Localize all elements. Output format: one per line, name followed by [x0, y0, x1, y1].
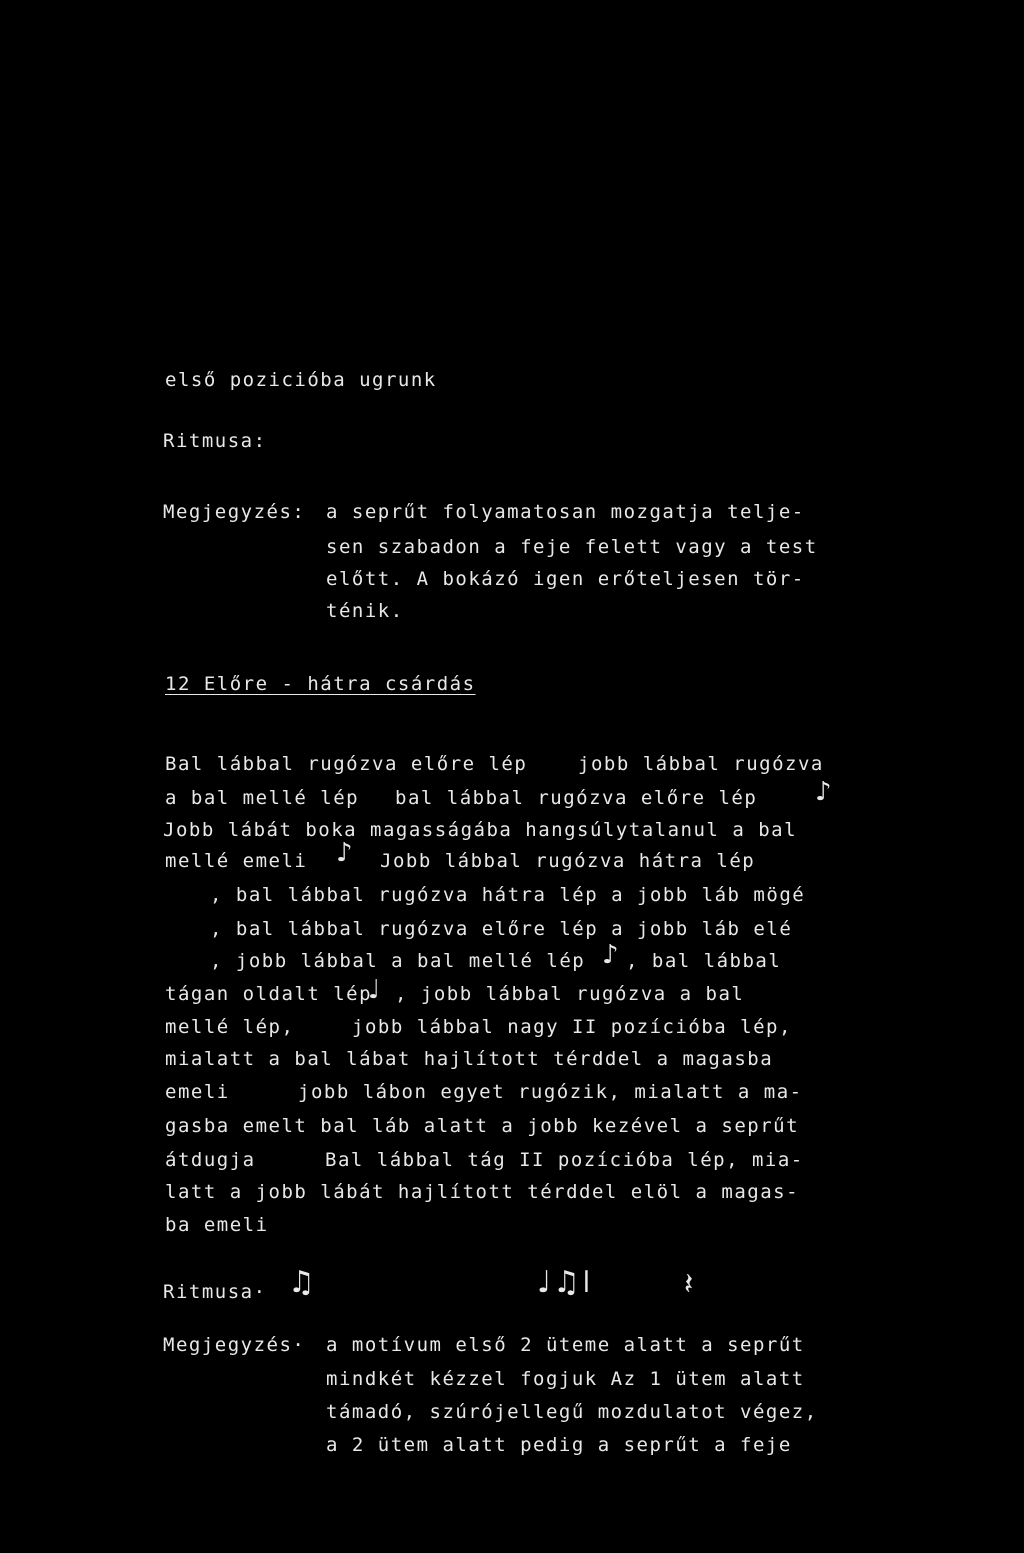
rhythm-notation: ♩♫ǀ [537, 1265, 593, 1300]
note-line: támadó, szúrójellegű mozdulatot végez, [326, 1401, 818, 1423]
note-line: előtt. A bokázó igen erőteljesen tör- [326, 568, 805, 590]
body-line: jobb lábbal nagy II pozícióba lép, [352, 1016, 792, 1038]
body-line: gasba emelt bal láb alatt a jobb kezével a seprűt [165, 1115, 800, 1137]
note-label: Megjegyzés: [163, 501, 306, 523]
rhythm-label: Ritmusa: [163, 430, 267, 452]
eighth-note-icon: ♪ [336, 838, 353, 868]
note-line: a motívum első 2 üteme alatt a seprűt [326, 1334, 805, 1356]
body-line: jobb lábon egyet rugózik, mialatt a ma- [298, 1081, 803, 1103]
body-line: jobb lábbal rugózva [578, 753, 824, 775]
rhythm-label: Ritmusa· [163, 1281, 267, 1303]
rhythm-notation: ♫ [288, 1265, 317, 1300]
body-line: mellé lép, [165, 1016, 295, 1038]
body-line: , bal lábbal rugózva előre lép a jobb láb elé [210, 918, 793, 940]
note-line: ténik. [326, 600, 404, 622]
body-line: Jobb lábát boka magasságába hangsúlytalanul a bal [163, 819, 798, 841]
body-line: ba emeli [165, 1214, 269, 1236]
body-line: mellé emeli [165, 850, 308, 872]
body-line: , jobb lábbal a bal mellé lép [210, 950, 586, 972]
body-line: latt a jobb lábát hajlított térddel elöl a magas- [165, 1181, 800, 1203]
body-line: Bal lábbal rugózva előre lép [165, 753, 528, 775]
eighth-note-icon: ♪ [815, 777, 832, 807]
body-line: mialatt a bal lábat hajlított térddel a magasba [165, 1048, 774, 1070]
body-line: Jobb lábbal rugózva hátra lép [380, 850, 756, 872]
rest-symbol: 𝄽 [684, 1267, 696, 1302]
body-line: bal lábbal rugózva előre lép [395, 787, 758, 809]
eighth-note-icon: ♪ [602, 940, 619, 970]
body-line: , jobb lábbal rugózva a bal [395, 983, 745, 1005]
section-title: 12 Előre - hátra csárdás [165, 673, 476, 695]
note-line: mindkét kézzel fogjuk Az 1 ütem alatt [326, 1368, 805, 1390]
body-line: a bal mellé lép [165, 787, 360, 809]
note-line: a seprűt folyamatosan mozgatja telje- [326, 501, 805, 523]
intro-line: első pozicióba ugrunk [165, 369, 437, 391]
body-line: , bal lábbal [626, 950, 782, 972]
body-line: , bal lábbal rugózva hátra lép a jobb láb mögé [210, 884, 806, 906]
body-line: emeli [165, 1081, 230, 1103]
quarter-note-icon: ♩ [368, 975, 381, 1005]
note-line: sen szabadon a feje felett vagy a test [326, 536, 818, 558]
body-line: Bal lábbal tág II pozícióba lép, mia- [325, 1149, 804, 1171]
body-line: tágan oldalt lép [165, 983, 373, 1005]
note-label: Megjegyzés· [163, 1334, 306, 1356]
note-line: a 2 ütem alatt pedig a seprűt a feje [326, 1434, 792, 1456]
body-line: átdugja [165, 1149, 256, 1171]
